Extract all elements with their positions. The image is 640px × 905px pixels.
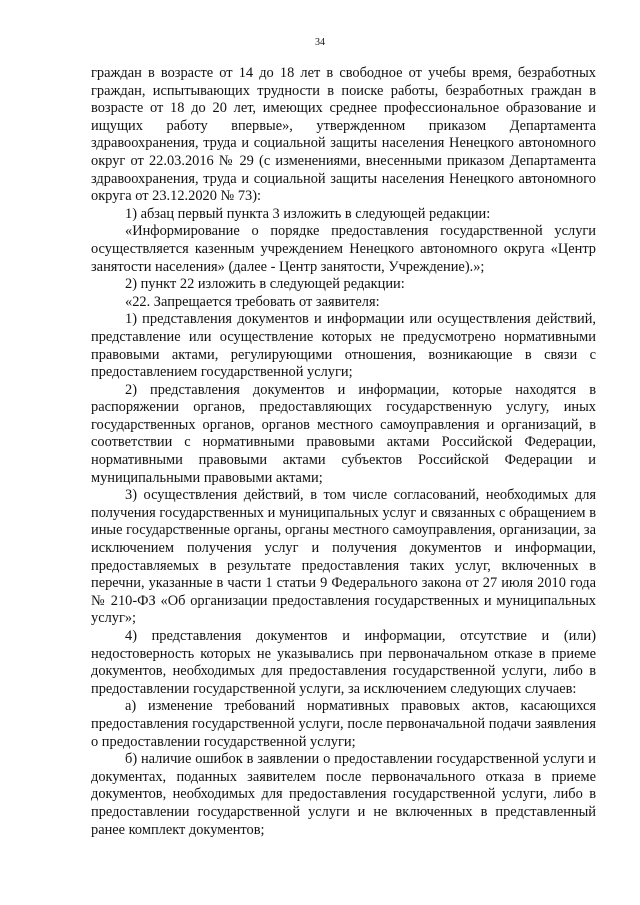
document-body — [91, 65, 596, 839]
paragraph-subitem-4: 4) представления документов и информации, отсутствие и (или) недостоверность которых не указывались при первоначальном отказе в приеме документов, необходимых для предоставления государственной услуги, либо в предоставлении государственной услуги, за исключением следующих случаев: — [91, 628, 596, 697]
paragraph-subitem-3: 3) осуществления действий, в том числе согласований, необходимых для получения государственных и муниципальных услуг и связанных с обращением в иные государственные органы, органы местного самоуправления, организации, за исключением получения услуг и получения документов и информации, предоставляемых в результате предоставления таких услуг, включенных в перечни, указанные в части 1 статьи 9 Федерального закона от 27 июля 2010 года № 210-ФЗ «Об организации предоставления государственных и муниципальных услуг»; — [91, 487, 596, 627]
paragraph-case-a: а) изменение требований нормативных правовых актов, касающихся предоставления государственной услуги, после первоначальной подачи заявления о предоставлении государственной услуги; — [91, 698, 596, 750]
paragraph-clause-22: «22. Запрещается требовать от заявителя: — [125, 293, 380, 310]
paragraph-item-1-text: «Информирование о порядке предоставления государственной услуги осуществляется казенным учреждением Ненецкого автономного округа «Центр занятости населения» (далее - Центр занятости, Учреждение).»; — [91, 223, 596, 275]
page-number: 34 — [315, 37, 325, 48]
paragraph-subitem-1: 1) представления документов и информации или осуществления действий, представление или осуществление которых не предусмотрено нормативными правовыми актами, регулирующими отношения, возникающие в связи с предоставлением государственной услуги; — [91, 311, 596, 381]
paragraph-case-b: б) наличие ошибок в заявлении о предоставлении государственной услуги и документах, поданных заявителем после первоначального отказа в приеме документов, необходимых для предоставления государственной услуги, либо в предоставлении государственной услуги и не включенных в представленный ранее комплект документов; — [91, 751, 596, 838]
paragraph-subitem-2: 2) представления документов и информации, которые находятся в распоряжении органов, предоставляющих государственную услугу, иных государственных органов, органов местного самоуправления и организаций, в соответствии с нормативными правовыми актами Российской Федерации, нормативными правовыми актами субъектов Российской Федерации и муниципальными правовыми актами; — [91, 381, 596, 486]
paragraph-intro-continuation: граждан в возрасте от 14 до 18 лет в свободное от учебы время, безработных граждан, испытывающих трудности в поиске работы, безработных граждан в возрасте от 18 до 20 лет, имеющих среднее профессиональное образование и ищущих работу впервые», утвержденном приказом Департамента здравоохранения, труда и социальной защиты населения Ненецкого автономного округ от 22.03.2016 № 29 (с изменениями, внесенными приказом Департамента здравоохранения, труда и социальной защиты населения Ненецкого автономного округа от 23.12.2020 № 73): — [91, 65, 596, 205]
paragraph-item-1-header: 1) абзац первый пункта 3 изложить в следующей редакции: — [125, 205, 491, 222]
paragraph-item-2-header: 2) пункт 22 изложить в следующей редакции: — [125, 276, 405, 293]
